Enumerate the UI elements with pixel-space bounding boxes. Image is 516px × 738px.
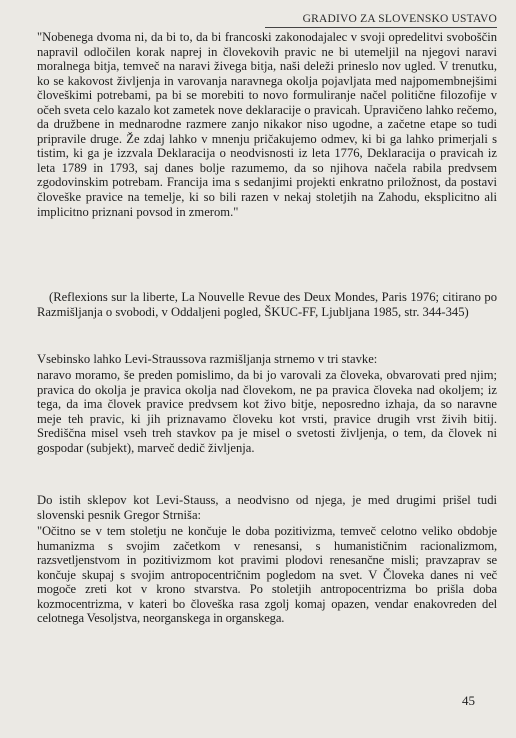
- running-head: GRADIVO ZA SLOVENSKO USTAVO: [265, 13, 497, 28]
- citation: (Reflexions sur la liberte, La Nouvelle Revue des Deux Mondes, Paris 1976; citirano po Razmišljanja o svobodi, v Oddaljeni pogled, ŠKUC-FF, Ljubljana 1985, str. 344-345): [37, 290, 497, 319]
- paragraph-summary: naravo moramo, še preden pomislimo, da bi jo varovali za človeka, obvarovati pred njim; pravica do okolja je pravica okolja nad človekom, ne pa pravica človeka nad okoljem; iz tega, da ima človek pravice predvsem kot živo bitje, neposredno izhaja, da so naravne meje teh pravic, ki jih priznavamo človeku kot vrsti, pravice drugih vrst živih bitij. Središčna misel vseh treh stavkov pa je misel o svetosti življenja, o tem, da človek ni gospodar (subjekt), marveč dedič življenja.: [37, 368, 497, 455]
- paragraph-intro: Vsebinsko lahko Levi-Straussova razmišljanja strnemo v tri stavke:: [37, 352, 378, 366]
- quote-strnisa: "Očitno se v tem stoletju ne končuje le doba pozitivizma, temveč celotno veliko obdobje humanizma s svojim začetkom v renesansi, s humanističnim racionalizmom, razsvetljenstvom in pozitivizmom kot pravimi plodovi renesančne misli; pravzaprav se končuje skupaj s svojim antropocentričnim pogledom na svet. V Človeka danes ni več mogoče zreti kot v krono stvarstva. Po stoletjih antropocentrizma bo prišla doba kozmocentrizma, v kateri bo človeška rasa zgolj komaj opazen, vendar enakovreden del celotnega Vesoljstva, neorganskega in organskega.: [37, 524, 497, 626]
- paragraph-strnisa-intro: Do istih sklepov kot Levi-Stauss, a neodvisno od njega, je med drugimi prišel tudi slovenski pesnik Gregor Strniša:: [37, 493, 497, 522]
- page-number: 45: [462, 693, 475, 708]
- quote-block: "Nobenega dvoma ni, da bi to, da bi francoski zakonodajalec v svoji opredelitvi svoboščin napravil odločilen korak naprej in človekovih pravic ne bi utemeljil na njegovi naravi moralnega bitja, temveč na naravi živega bitja, naši deleži prineslo nov ugled. V trenutku, ko se kakovost življenja in varovanja naravnega okolja pojavljata med najpomembnejšimi človeškimi potrebami, pa bi se morebiti to novo formuliranje načel politične filozofije v očeh sveta celo kazalo kot zametek nove deklaracije o pravicah. Upravičeno lahko rečemo, da družbene in mednarodne razmere zanjo nikakor niso ugodne, a začetne etape so tudi pripravile druge. Že zdaj lahko v mnenju pričakujemo odmev, ki bi ga lahko primerjali s tistim, ki ga je izzvala Deklaracija o neodvisnosti iz leta 1776, Deklaracija o pravicah iz leta 1789 in 1793, saj danes bolje razumemo, da so njihova načela rabila predvsem zgodovinskim potrebam. Francija ima s sedanjimi projekti enkratno priložnost, da postavi človeške pravice na temelje, ki so bili razen v nekaj stoletjih na Zahodu, eksplicitno ali implicitno priznani povsod in zmerom.": [37, 30, 497, 219]
